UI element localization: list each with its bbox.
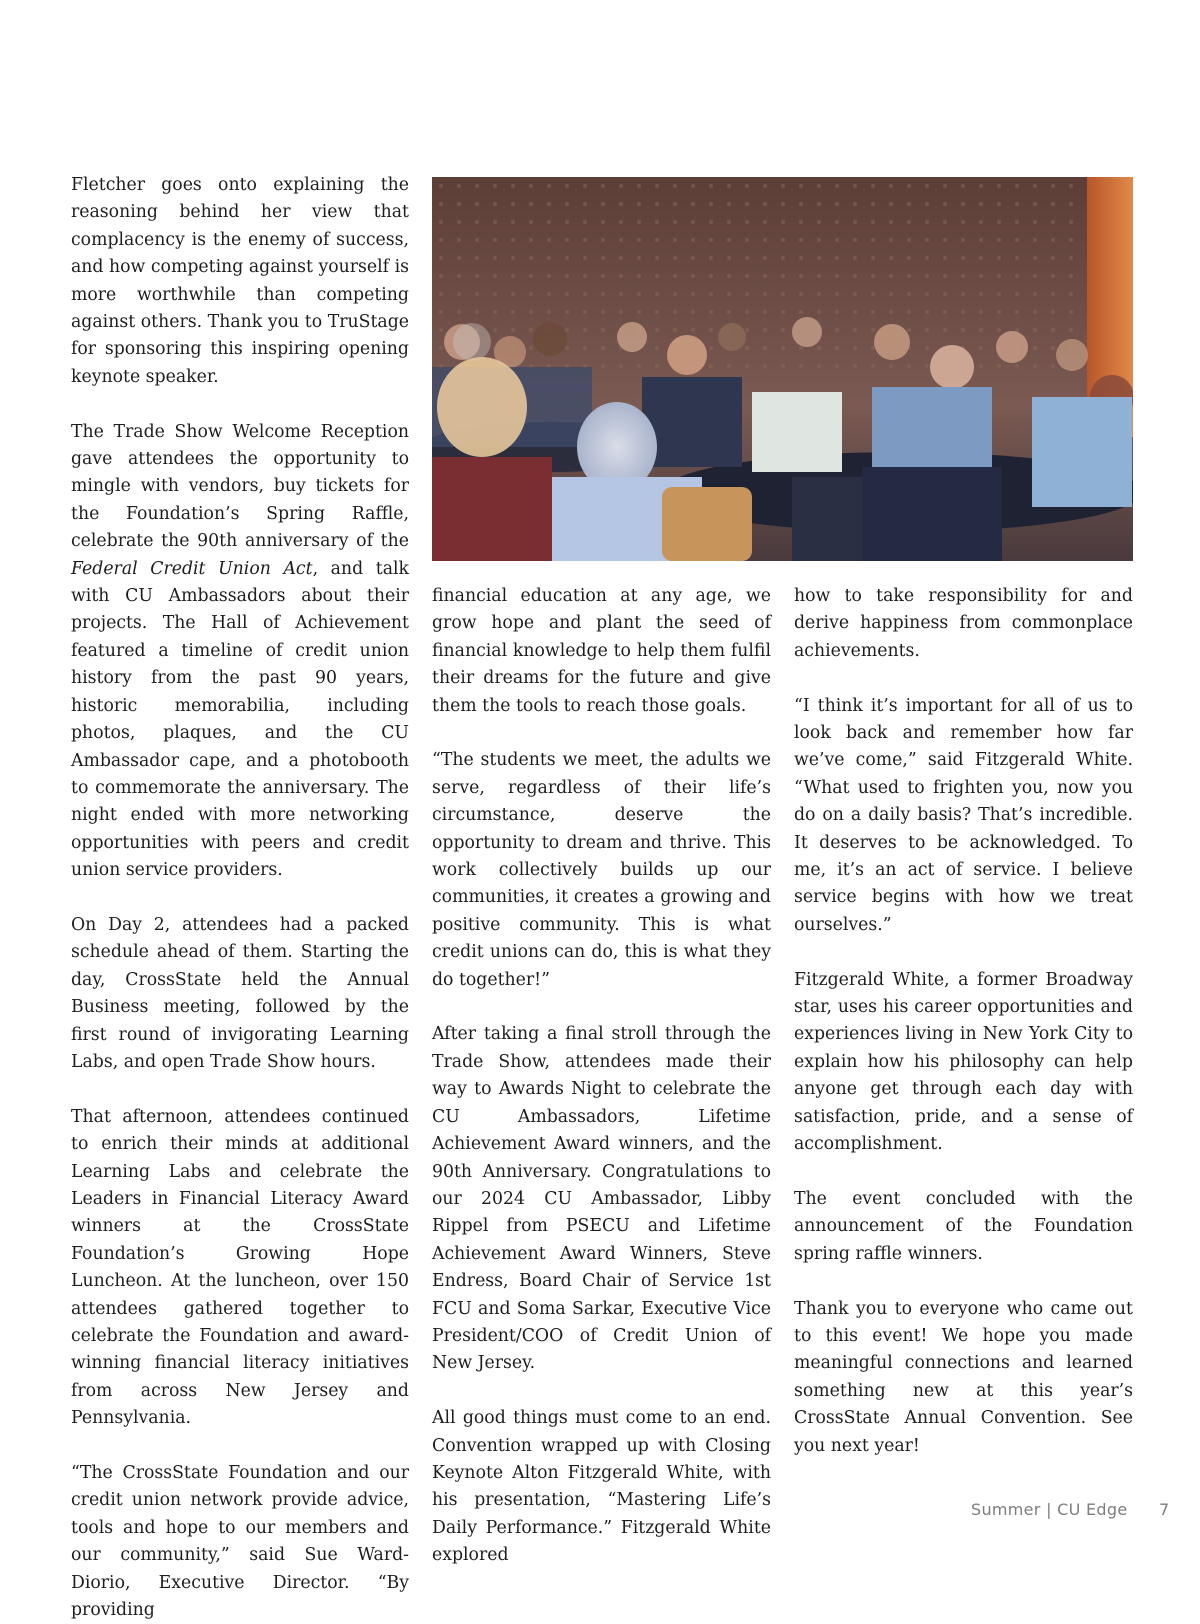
paragraph: “The students we meet, the adults we serve, regardless of their life’s circumstance, deserve the opportunity to dream and thrive. This work collectively builds up our communities, it creates a growing and positive community. This is what credit unions can do, this is what they do together!” [432, 750, 771, 990]
page-number: 7 [1159, 1500, 1170, 1519]
text-run: , and talk with CU Ambassadors about their projects. The Hall of Achievement featured a timeline of credit union history from the past 90 years, historic memorabilia, including photos, plaques, and the CU Ambassador cape, and a photobooth to commemorate the anniversary. The night ended with more networking opportunities with peers and credit union service providers. [71, 558, 409, 881]
article-column-1 [71, 172, 409, 1624]
footer-publication-title: Summer | CU Edge [971, 1500, 1128, 1519]
text-run: The Trade Show Welcome Reception gave attendees the opportunity to mingle with vendors, buy tickets for the Foundation’s Spring Raffle, celebrate the 90th anniversary of the [71, 421, 409, 552]
italic-text: Federal Credit Union Act [71, 558, 313, 579]
paragraph: After taking a final stroll through the Trade Show, attendees made their way to Awards Night to celebrate the CU Ambassadors, Lifetime Achievement Award winners, and the 90th Anniversary. Congratulations to our 2024 CU Ambassador, Libby Rippel from PSECU and Lifetime Achievement Award Winners, Steve Endress, Board Chair of Service 1st FCU and Soma Sarkar, Executive Vice President/COO of Credit Union of New Jersey. [432, 1024, 771, 1374]
event-photo [432, 177, 1133, 561]
article-column-3 [794, 583, 1133, 1460]
paragraph: All good things must come to an end. Convention wrapped up with Closing Keynote Alton Fitzgerald White, with his presentation, “Mastering Life’s Daily Performance.” Fitzgerald White explored [432, 1408, 771, 1566]
paragraph: The event concluded with the announcement of the Foundation spring raffle winners. [794, 1188, 1133, 1264]
paragraph: “I think it’s important for all of us to look back and remember how far we’ve come,” said Fitzgerald White. “What used to frighten you, now you do on a daily basis? That’s incredible. It deserves to be acknowledged. To me, it’s an act of service. I believe service begins with how we treat ourselves.” [794, 695, 1133, 935]
paragraph: financial education at any age, we grow hope and plant the seed of financial knowledge to help them fulfil their dreams for the future and give them the tools to reach those goals. [432, 586, 771, 716]
paragraph: Fitzgerald White, a former Broadway star, uses his career opportunities and experiences living in New York City to explain how his philosophy can help anyone get through each day with satisfaction, pride, and a sense of accomplishment. [794, 969, 1133, 1155]
article-column-2 [432, 583, 771, 1570]
paragraph: Fletcher goes onto explaining the reasoning behind her view that complacency is the enemy of success, and how competing against yourself is more worthwhile than competing against others. Thank you to TruStage for sponsoring this inspiring opening keynote speaker. [71, 175, 409, 387]
paragraph [71, 419, 409, 885]
paragraph: how to take responsibility for and derive happiness from commonplace achievements. [794, 586, 1133, 661]
paragraph: Thank you to everyone who came out to this event! We hope you made meaningful connections and learned something new at this year’s CrossState Annual Convention. See you next year! [794, 1298, 1133, 1456]
paragraph: “The CrossState Foundation and our credit union network provide advice, tools and hope to our members and our community,” said Sue Ward-Diorio, Executive Director. “By providing [71, 1463, 409, 1621]
paragraph: On Day 2, attendees had a packed schedule ahead of them. Starting the day, CrossState held the Annual Business meeting, followed by the first round of invigorating Learning Labs, and open Trade Show hours. [71, 914, 409, 1072]
paragraph: That afternoon, attendees continued to enrich their minds at additional Learning Labs and celebrate the Leaders in Financial Literacy Award winners at the CrossState Foundation’s Growing Hope Luncheon. At the luncheon, over 150 attendees gathered together to celebrate the Foundation and award-winning financial literacy initiatives from across New Jersey and Pennsylvania. [71, 1106, 409, 1429]
